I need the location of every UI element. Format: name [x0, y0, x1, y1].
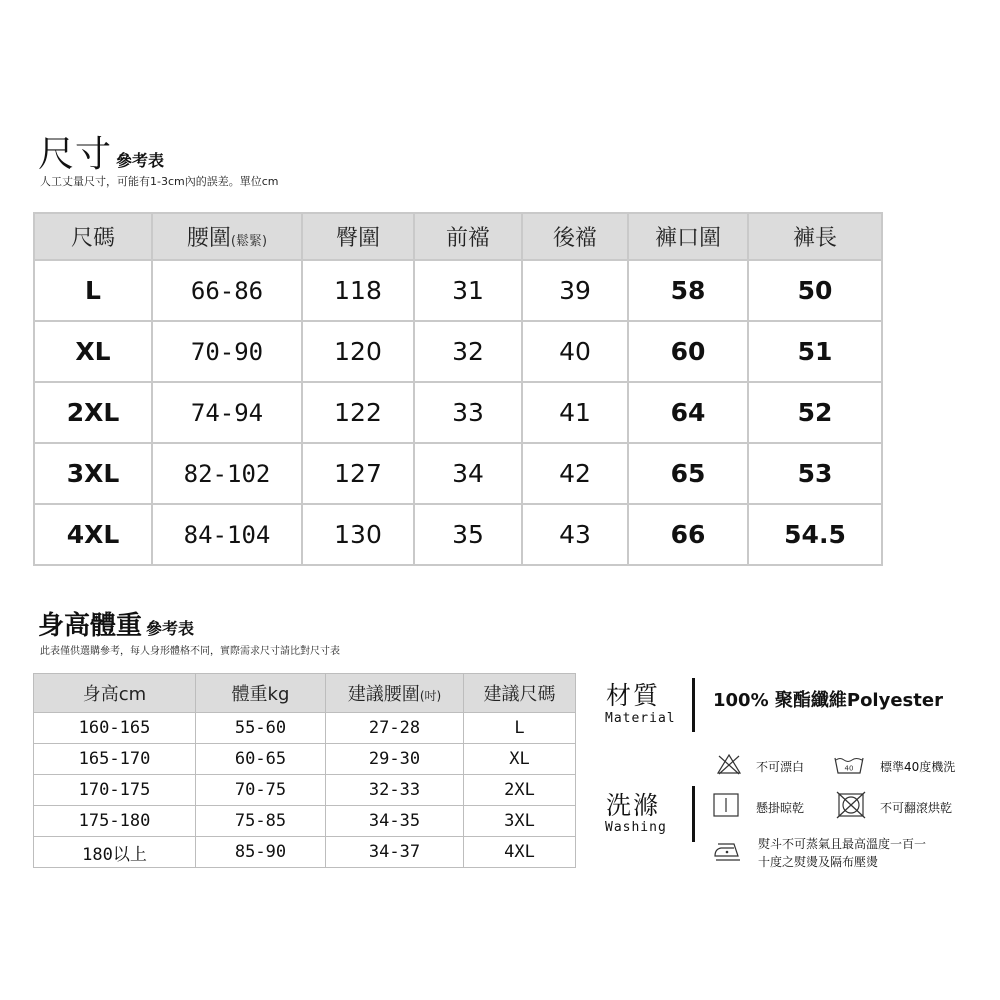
cell-hip: 130 [302, 504, 414, 565]
size-chart-title: 尺寸 [38, 134, 113, 175]
no-tumble-dry-icon [836, 791, 866, 819]
cell-suggested-size: 4XL [464, 837, 576, 868]
cell-suggested-size: L [464, 713, 576, 744]
cell-length: 53 [748, 443, 882, 504]
cell-waist: 82-102 [152, 443, 302, 504]
cell-suggested-waist: 29-30 [326, 744, 464, 775]
size-chart-note: 人工丈量尺寸，可能有1-3cm內的誤差。單位cm [40, 175, 279, 188]
table-row [34, 504, 882, 565]
cell-leg-opening: 66 [628, 504, 748, 565]
table-row [34, 443, 882, 504]
cell-weight: 75-85 [196, 806, 326, 837]
cell-waist: 70-90 [152, 321, 302, 382]
cell-front-rise: 32 [414, 321, 522, 382]
table-row [34, 806, 576, 837]
iron-icon [712, 838, 744, 864]
header-suggested-waist: 建議腰圍(吋) [326, 674, 464, 713]
cell-leg-opening: 65 [628, 443, 748, 504]
header-height: 身高cm [34, 674, 196, 713]
table-row [34, 382, 882, 443]
washing-label-en: Washing [605, 820, 667, 835]
cell-size: 2XL [34, 382, 152, 443]
height-weight-note: 此表僅供選購參考，每人身形體格不同，實際需求尺寸請比對尺寸表 [40, 646, 340, 657]
cell-back-rise: 42 [522, 443, 628, 504]
washing-label: 洗滌 [606, 791, 661, 820]
height-weight-header-row [34, 674, 576, 713]
cell-front-rise: 35 [414, 504, 522, 565]
cell-hip: 122 [302, 382, 414, 443]
cell-waist: 84-104 [152, 504, 302, 565]
cell-length: 50 [748, 260, 882, 321]
iron-text-line1: 熨斗不可蒸氣且最高溫度一百一 [758, 837, 927, 851]
header-suggested-size: 建議尺碼 [464, 674, 576, 713]
cell-leg-opening: 60 [628, 321, 748, 382]
height-weight-title-suffix: 參考表 [146, 619, 195, 638]
cell-length: 52 [748, 382, 882, 443]
cell-suggested-size: 2XL [464, 775, 576, 806]
cell-front-rise: 33 [414, 382, 522, 443]
cell-height: 165-170 [34, 744, 196, 775]
hang-dry-text: 懸掛晾乾 [756, 801, 805, 815]
size-chart-title-suffix: 參考表 [116, 151, 165, 170]
material-value: 100% 聚酯纖維Polyester [713, 690, 943, 711]
table-row [34, 837, 576, 868]
cell-back-rise: 41 [522, 382, 628, 443]
hang-dry-icon [712, 792, 740, 818]
material-divider [692, 678, 695, 732]
wash-40-text: 標準40度機洗 [880, 760, 956, 774]
cell-suggested-size: 3XL [464, 806, 576, 837]
header-front-rise: 前襠 [414, 213, 522, 260]
header-weight: 體重kg [196, 674, 326, 713]
svg-text:40: 40 [844, 764, 854, 773]
cell-leg-opening: 64 [628, 382, 748, 443]
cell-front-rise: 31 [414, 260, 522, 321]
cell-height: 160-165 [34, 713, 196, 744]
washing-divider [692, 786, 695, 842]
cell-back-rise: 39 [522, 260, 628, 321]
cell-height: 170-175 [34, 775, 196, 806]
no-bleach-text: 不可漂白 [756, 760, 805, 774]
table-row [34, 321, 882, 382]
cell-leg-opening: 58 [628, 260, 748, 321]
cell-suggested-waist: 34-37 [326, 837, 464, 868]
cell-hip: 127 [302, 443, 414, 504]
cell-back-rise: 40 [522, 321, 628, 382]
size-table-header-row [34, 213, 882, 260]
cell-weight: 85-90 [196, 837, 326, 868]
iron-text-line2: 十度之熨燙及隔布壓燙 [758, 855, 879, 869]
cell-suggested-size: XL [464, 744, 576, 775]
cell-weight: 70-75 [196, 775, 326, 806]
cell-front-rise: 34 [414, 443, 522, 504]
wash-40-icon [834, 755, 864, 775]
no-bleach-icon [716, 753, 742, 775]
cell-back-rise: 43 [522, 504, 628, 565]
header-leg-opening: 褲口圍 [628, 213, 748, 260]
cell-length: 54.5 [748, 504, 882, 565]
cell-hip: 120 [302, 321, 414, 382]
size-table [33, 212, 883, 566]
cell-weight: 55-60 [196, 713, 326, 744]
header-back-rise: 後襠 [522, 213, 628, 260]
cell-size: L [34, 260, 152, 321]
cell-size: XL [34, 321, 152, 382]
header-waist: 腰圍(鬆緊) [152, 213, 302, 260]
cell-hip: 118 [302, 260, 414, 321]
cell-suggested-waist: 34-35 [326, 806, 464, 837]
table-row [34, 744, 576, 775]
cell-size: 4XL [34, 504, 152, 565]
table-row [34, 713, 576, 744]
cell-waist: 74-94 [152, 382, 302, 443]
cell-weight: 60-65 [196, 744, 326, 775]
cell-height: 175-180 [34, 806, 196, 837]
header-size: 尺碼 [34, 213, 152, 260]
cell-size: 3XL [34, 443, 152, 504]
size-chart-heading [38, 126, 164, 177]
material-label-en: Material [605, 711, 676, 726]
table-row [34, 775, 576, 806]
height-weight-heading [38, 605, 194, 642]
cell-height: 180以上 [34, 837, 196, 868]
cell-suggested-waist: 32-33 [326, 775, 464, 806]
cell-waist: 66-86 [152, 260, 302, 321]
height-weight-table [33, 673, 576, 868]
height-weight-title: 身高體重 [38, 611, 143, 641]
cell-suggested-waist: 27-28 [326, 713, 464, 744]
material-label: 材質 [606, 681, 661, 710]
cell-length: 51 [748, 321, 882, 382]
no-tumble-dry-text: 不可翻滾烘乾 [880, 801, 953, 815]
header-length: 褲長 [748, 213, 882, 260]
table-row [34, 260, 882, 321]
header-hip: 臀圍 [302, 213, 414, 260]
